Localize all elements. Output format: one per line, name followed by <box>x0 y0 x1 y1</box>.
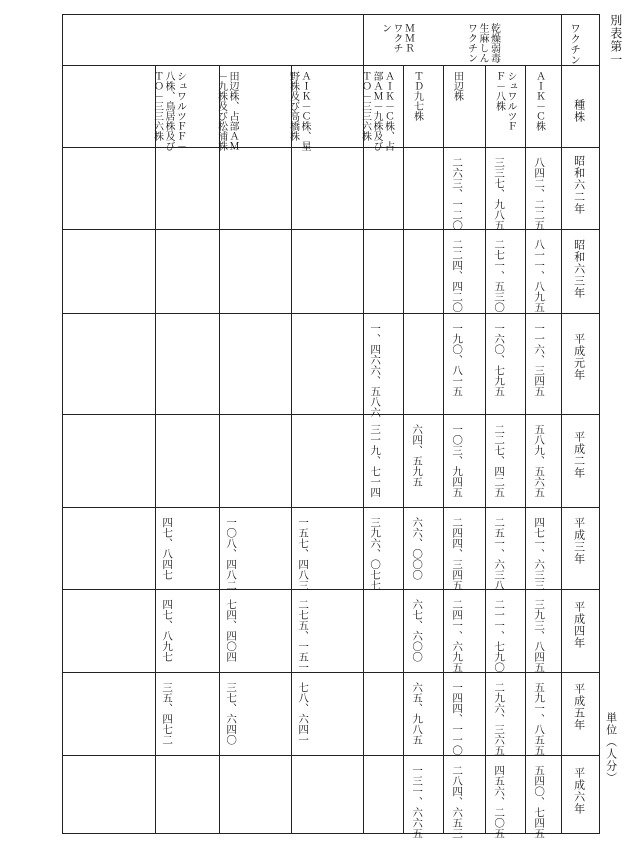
year-line-4 <box>63 507 599 508</box>
year-label: 平成六年 <box>572 767 586 815</box>
strain-cell: ＡＩＫ－Ｃ株、星 野株及び高橋株 <box>287 71 310 151</box>
year-label: 昭和六二年 <box>572 155 586 215</box>
value-cell: 二五一、六三八 <box>493 517 506 591</box>
year-line-6 <box>63 672 599 673</box>
value-cell: 六六、〇〇〇 <box>411 517 424 580</box>
strain-cell: 田辺株 <box>451 71 463 101</box>
value-cell: 八一一、八九五 <box>533 239 546 313</box>
year-line-2 <box>63 313 599 314</box>
unit-label: 単位（人分） <box>604 712 618 784</box>
value-cell: 三七、六四〇 <box>225 682 238 745</box>
year-label: 平成三年 <box>572 517 586 565</box>
strain-cell: シュワルツＦ Ｆ－八株 <box>493 71 516 131</box>
value-cell: 三三七、九八五 <box>493 157 506 231</box>
value-cell: 一一六、三四五 <box>533 323 546 397</box>
value-cell: 二九六、三六五 <box>493 682 506 756</box>
value-cell: 七八、六四一 <box>297 682 310 745</box>
value-cell: 四五六、二〇五 <box>493 765 506 839</box>
value-cell: 二二四、四二〇 <box>451 239 464 313</box>
value-cell: 七四、四〇四 <box>225 599 238 662</box>
year-line-3 <box>63 414 599 415</box>
year-line-5 <box>63 589 599 590</box>
group-name-mmr: ＭＭＲ ワクチ ン <box>379 23 414 53</box>
year-label: 平成元年 <box>572 333 586 381</box>
strain-cell: 田辺株、占部ＡＭ －九株及び松浦株 <box>215 71 238 151</box>
vaccine-table <box>62 14 600 839</box>
strain-cell: ＴＤ九七株 <box>411 71 423 121</box>
col-line-d <box>291 65 292 833</box>
strain-row-line <box>63 147 599 148</box>
value-cell: 一五七、四八三 <box>297 517 310 591</box>
value-cell: 二四四、三四五 <box>451 517 464 591</box>
value-cell: 一六〇、七九五 <box>493 323 506 397</box>
col-line-h <box>403 65 404 833</box>
value-cell: 二二七、四二五 <box>493 424 506 498</box>
value-cell: 一九〇、八一五 <box>451 323 464 397</box>
document-title: 別表第一 <box>608 14 623 66</box>
strain-cell: シュワルツＦＦ－ 八株、鳥居株及び ＴＯ－三三六株 <box>151 71 186 151</box>
col-line-kind <box>561 15 562 833</box>
group-name-measles: 乾燥弱毒 生麻しん ワクチン <box>465 23 500 63</box>
value-cell: 八四二、二二五 <box>533 157 546 231</box>
value-cell: 一、四六六、五八六 <box>369 323 382 418</box>
value-cell: 二六三、一二〇 <box>451 157 464 231</box>
value-cell: 一三一、六六五 <box>411 765 424 839</box>
value-cell: 五四〇、七四五 <box>533 765 546 839</box>
value-cell: 六四、五九五 <box>411 424 424 487</box>
strain-cell: ＡＩＫ－Ｃ株 <box>533 71 545 131</box>
value-cell: 三一九、七一四 <box>369 424 382 498</box>
strain-cell: ＡＩＫ－Ｃ株、占 部ＡＭ－九株及び ＴＯ－三三六株 <box>359 71 394 151</box>
value-cell: 三九六、〇七七 <box>369 517 382 591</box>
header-row-line <box>63 65 599 66</box>
value-cell: 六五、九八五 <box>411 682 424 745</box>
value-cell: 一〇三、九四五 <box>451 424 464 498</box>
year-label: 平成二年 <box>572 431 586 479</box>
col-line-e <box>219 65 220 833</box>
year-line-1 <box>63 229 599 230</box>
value-cell: 三九三、八四五 <box>533 599 546 673</box>
col-line-a <box>485 65 486 833</box>
value-cell: 四七、八四七 <box>161 517 174 580</box>
value-cell: 二八四、六五三 <box>451 765 464 839</box>
value-cell: 一四四、一一〇 <box>451 682 464 756</box>
header-strain-label: 種株 <box>572 99 586 123</box>
col-line-b <box>443 65 444 833</box>
year-label: 平成五年 <box>572 683 586 731</box>
year-line-7 <box>63 755 599 756</box>
value-cell: 三五、四七二 <box>161 682 174 745</box>
value-cell: 二七五、一五一 <box>297 599 310 673</box>
value-cell: 六七、六〇〇 <box>411 599 424 662</box>
year-label: 平成四年 <box>572 601 586 649</box>
value-cell: 一〇八、四八二 <box>225 517 238 591</box>
year-label: 昭和六三年 <box>572 239 586 299</box>
value-cell: 五八九、五六五 <box>533 424 546 498</box>
col-line-g <box>525 65 526 833</box>
value-cell: 二一一、七九〇 <box>493 599 506 673</box>
value-cell: 二四一、六九五 <box>451 599 464 673</box>
value-cell: 五九一、八五五 <box>533 682 546 756</box>
value-cell: 四七、八九七 <box>161 599 174 662</box>
value-cell: 四七一、六三三 <box>533 517 546 591</box>
value-cell: 二七一、五三〇 <box>493 239 506 313</box>
header-kind-label: ワクチン <box>569 23 582 65</box>
col-line-f <box>155 65 156 833</box>
